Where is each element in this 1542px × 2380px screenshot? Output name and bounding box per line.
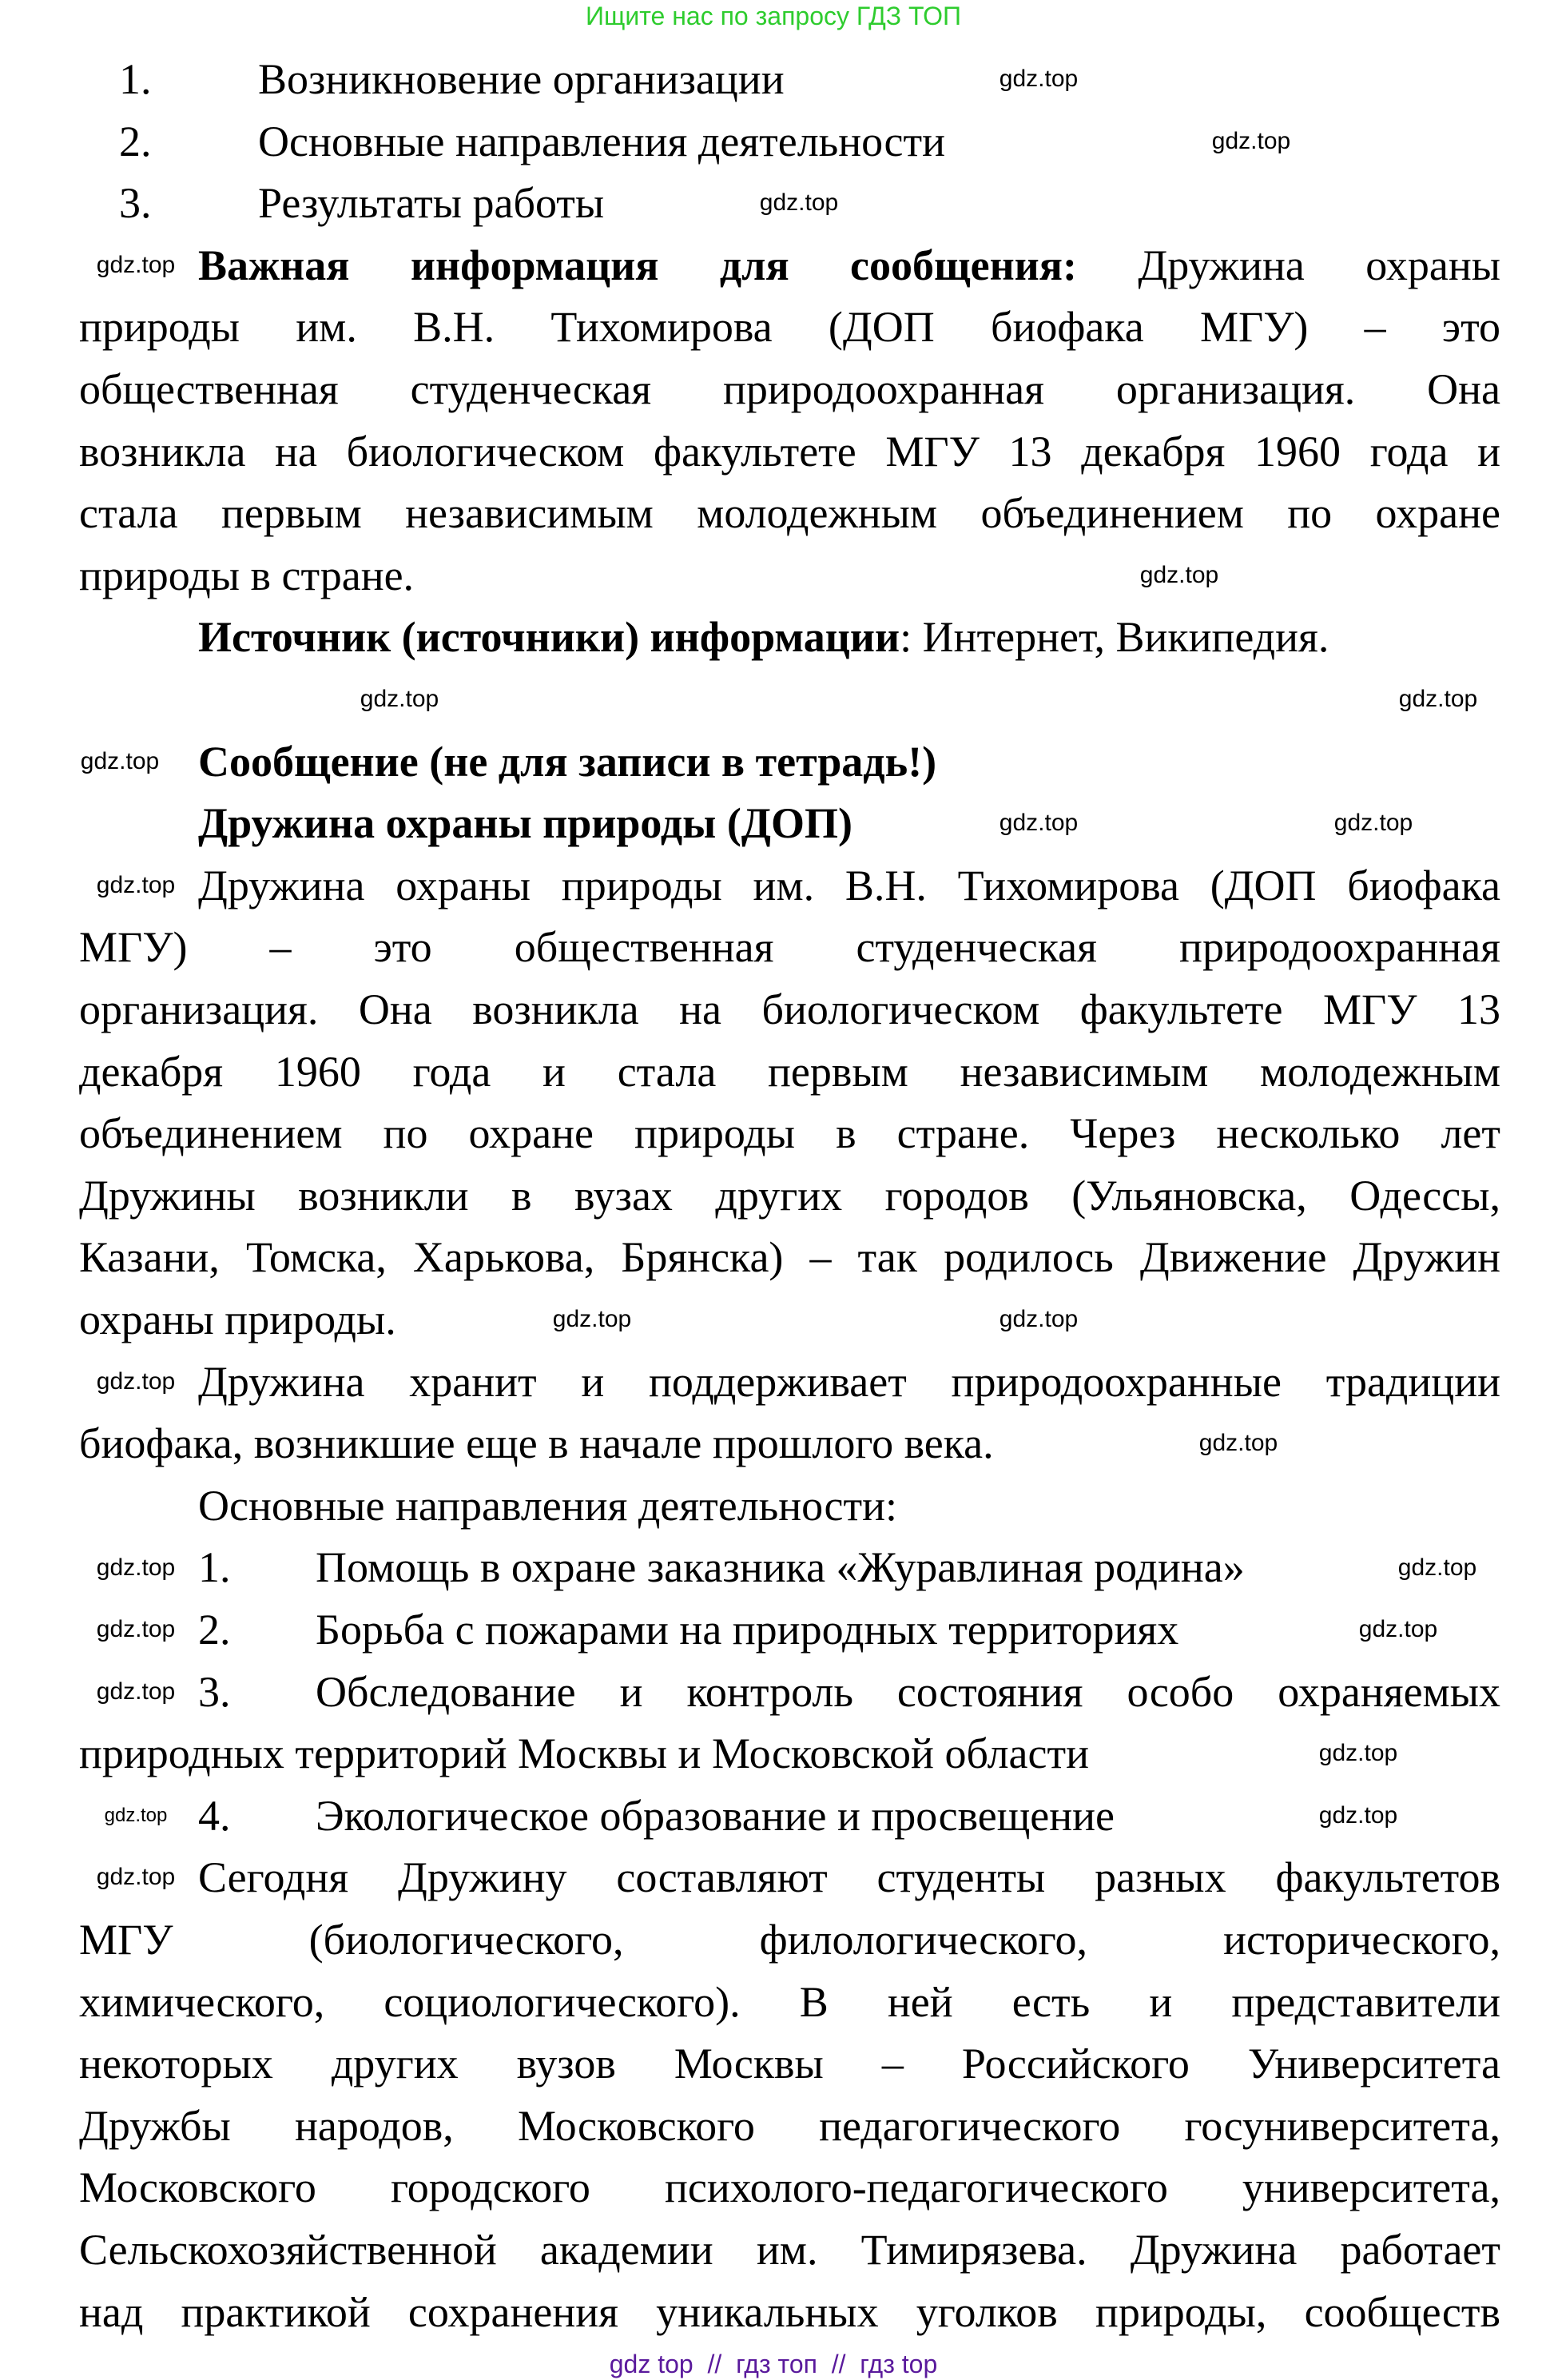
list-item — [316, 1605, 1178, 1654]
watermark: gdz.top — [1198, 1430, 1278, 1456]
text-line — [198, 798, 852, 848]
watermark: gdz.top — [96, 252, 176, 278]
watermark: gdz.top — [96, 1616, 176, 1642]
line-text: возникла на биологическом факультете МГУ 13 декабря 1960 года и — [79, 427, 1500, 476]
list-number: 3. — [198, 1667, 231, 1716]
line-text: химического, социологического). В ней есть и представители — [79, 1977, 1500, 2026]
watermark: gdz.top — [96, 1554, 176, 1581]
list-number: 1. — [198, 1543, 231, 1592]
watermark: gdz.top — [96, 872, 176, 898]
watermark: gdz.top — [999, 66, 1079, 92]
list-item — [316, 1542, 1245, 1592]
text-line — [198, 612, 1329, 662]
list-item — [258, 178, 604, 228]
line-text: Борьба с пожарами на природных территориях — [316, 1606, 1179, 1654]
text-line — [79, 302, 1500, 352]
line-text: охраны природы. — [79, 1295, 396, 1343]
text-line — [79, 985, 1500, 1034]
text-line — [79, 2225, 1500, 2275]
list-number: 2. — [198, 1606, 231, 1654]
line-text: Дружина охраны природы им. В.Н. Тихомирова (ДОП биофака — [198, 861, 1500, 909]
watermark: gdz.top — [1211, 128, 1291, 154]
watermark: gdz.top — [999, 1306, 1079, 1332]
watermark: gdz.top — [1333, 810, 1413, 836]
line-text: Казани, Томска, Харькова, Брянска) – так родилось Движение Дружин — [79, 1233, 1500, 1282]
line-text: биофака, возникшие еще в начале прошлого века. — [79, 1419, 994, 1468]
bold-heading: Дружина охраны природы (ДОП) — [198, 799, 852, 848]
watermark: gdz.top — [1397, 1554, 1477, 1581]
text-line — [79, 1232, 1500, 1282]
text-line — [79, 551, 414, 600]
line-text: Результаты работы — [258, 179, 605, 228]
watermark: gdz.top — [1318, 1802, 1398, 1829]
text-line — [79, 1977, 1500, 2027]
line-text: некоторых других вузов Москвы – Российского Университета — [79, 2040, 1500, 2088]
watermark: gdz.top — [104, 1805, 168, 1826]
line-text: Возникновение организации — [258, 55, 785, 103]
line-text: Московского городского психолого-педагогического университета, — [79, 2163, 1500, 2212]
list-number: 1. — [119, 55, 152, 103]
text-line — [79, 488, 1500, 538]
text-line — [79, 2163, 1500, 2212]
line-text: Помощь в охране заказника «Журавлиная родина» — [316, 1543, 1245, 1592]
search-banner: Ищите нас по запросу ГДЗ ТОП — [586, 2, 961, 30]
text-line — [79, 364, 1500, 414]
text-line — [79, 1047, 1500, 1096]
text-line — [79, 1108, 1500, 1158]
watermark: gdz.top — [96, 1678, 176, 1705]
list-number: 2. — [119, 117, 152, 165]
line-text: Сегодня Дружину составляют студенты разных факультетов — [198, 1853, 1500, 1902]
text-line — [198, 1481, 897, 1530]
text-line — [79, 2101, 1500, 2151]
line-text: Дружины возникли в вузах других городов (Ульяновска, Одессы, — [79, 1171, 1500, 1220]
text-line — [198, 861, 1500, 910]
line-text: Обследование и контроль состояния особо охраняемых — [316, 1667, 1500, 1716]
line-text: : Интернет, Википедия. — [900, 613, 1329, 662]
list-number: 3. — [119, 179, 152, 228]
list-number: 4. — [198, 1791, 231, 1840]
line-text: Дружина охраны — [1077, 241, 1500, 289]
text-line — [79, 1729, 1089, 1778]
text-line — [79, 427, 1500, 476]
list-item — [316, 1791, 1115, 1841]
watermark: gdz.top — [1358, 1616, 1438, 1642]
watermark: gdz.top — [999, 810, 1079, 836]
footer-watermark: gdz top // гдз топ // гдз top — [609, 2350, 938, 2378]
line-text: природы им. В.Н. Тихомирова (ДОП биофака МГУ) – это — [79, 303, 1500, 352]
line-text: организация. Она возникла на биологическом факультете МГУ 13 — [79, 985, 1500, 1033]
watermark: gdz.top — [96, 1864, 176, 1890]
line-text: Сельскохозяйственной академии им. Тимирязева. Дружина работает — [79, 2226, 1500, 2274]
text-line — [198, 1357, 1500, 1407]
line-text: Основные направления деятельности: — [198, 1481, 897, 1530]
watermark: gdz.top — [1318, 1740, 1398, 1766]
line-text: Экологическое образование и просвещение — [316, 1791, 1115, 1840]
line-text: природы в стране. — [79, 551, 415, 599]
list-item — [316, 1667, 1500, 1717]
line-text: Дружина хранит и поддерживает природоохранные традиции — [198, 1357, 1500, 1406]
line-text: МГУ (биологического, филологического, исторического, — [79, 1916, 1500, 1964]
text-line — [198, 241, 1500, 290]
watermark: gdz.top — [96, 1368, 176, 1395]
bold-heading: Важная информация для сообщения: — [198, 241, 1077, 289]
text-line — [198, 737, 936, 786]
text-line — [79, 2287, 1500, 2337]
line-text: общественная студенческая природоохранная организация. Она — [79, 365, 1500, 413]
line-text: стала первым независимым молодежным объединением по охране — [79, 489, 1500, 538]
line-text: объединением по охране природы в стране. Через несколько лет — [79, 1109, 1500, 1158]
list-item — [258, 54, 785, 104]
bold-heading: Источник (источники) информации — [198, 613, 900, 662]
watermark: gdz.top — [1139, 562, 1219, 588]
watermark: gdz.top — [759, 189, 839, 216]
list-item — [258, 117, 945, 166]
watermark: gdz.top — [1398, 686, 1478, 712]
text-line — [79, 1915, 1500, 1964]
watermark: gdz.top — [552, 1306, 632, 1332]
line-text: Дружбы народов, Московского педагогического госуниверситета, — [79, 2101, 1500, 2150]
text-line — [79, 1295, 396, 1344]
line-text: декабря 1960 года и стала первым независимым молодежным — [79, 1047, 1500, 1096]
text-line — [79, 922, 1500, 972]
text-line — [198, 1853, 1500, 1902]
text-line — [79, 1171, 1500, 1220]
watermark: gdz.top — [80, 748, 160, 774]
line-text: над практикой сохранения уникальных уголков природы, сообществ — [79, 2287, 1500, 2336]
line-text: МГУ) – это общественная студенческая природоохранная — [79, 923, 1500, 972]
text-line — [79, 1419, 994, 1468]
line-text: Основные направления деятельности — [258, 117, 945, 165]
bold-heading: Сообщение (не для записи в тетрадь!) — [198, 737, 937, 786]
watermark: gdz.top — [360, 686, 439, 712]
line-text: природных территорий Москвы и Московской области — [79, 1729, 1089, 1778]
text-line — [79, 2039, 1500, 2088]
